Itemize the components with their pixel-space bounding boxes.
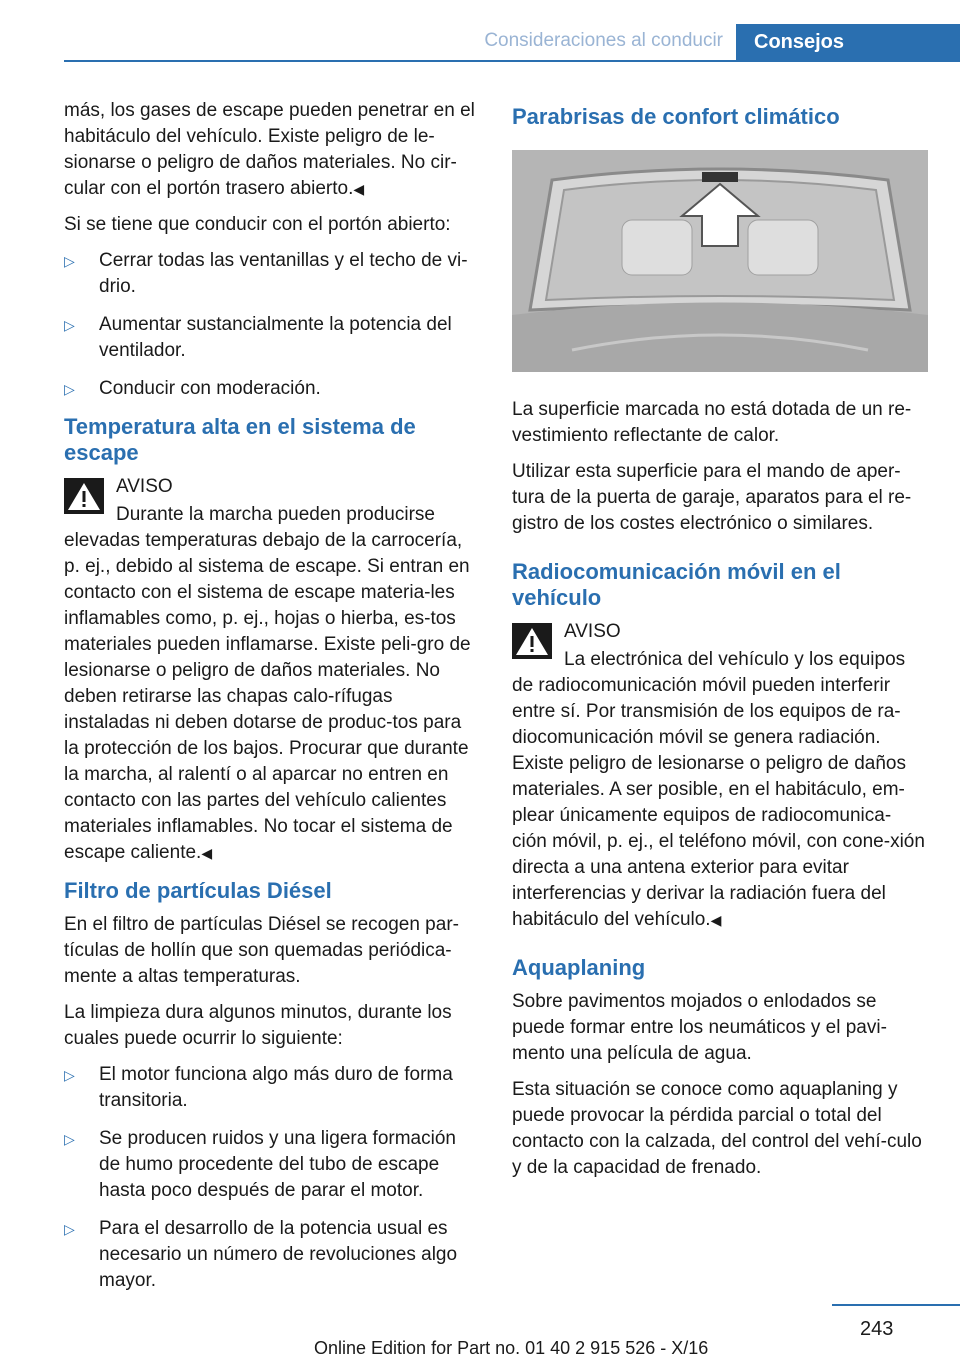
list-item: ▷ Se producen ruidos y una ligera formación de humo procedente del tubo de escape hasta poco después de parar el motor. [64, 1128, 456, 1201]
paragraph: Si se tiene que conducir con el portón abierto: [64, 214, 451, 235]
warning-title: AVISO [564, 621, 621, 642]
heading-filtro: Filtro de partículas Diésel [64, 878, 332, 903]
bullet-icon: ▷ [64, 1067, 75, 1083]
page-number: 243 [860, 1318, 894, 1340]
edition-note: Online Edition for Part no. 01 40 2 915 526 - X/16 [314, 1338, 709, 1358]
left-column [64, 98, 478, 1306]
list-item: ▷ Para el desarrollo de la potencia usual es necesario un número de revoluciones algo mayor. [64, 1218, 458, 1291]
warning-text: La electrónica del vehículo y los equipos de radiocomunicación móvil pueden interferir entre sí. Por transmisión de los equipos de ra-diocomunicación móvil se genera radiación. Existe peligro de lesionarse o peligro de daños materiales. A ser posible, en el habitáculo, em-plear únicamente equipos de radiocomunica-ción móvil, p. ej., el teléfono móvil, con cone-xión directa a una antena exterior para evitar interferencias y derivar la radiación fuera del habitáculo del vehículo.◀ [512, 649, 925, 930]
paragraph: Esta situación se conoce como aquaplaning y puede provocar la pérdida parcial o total del contacto con la calzada, del control del vehí-culo y de la capacidad de frenado. [512, 1079, 922, 1178]
windshield-figure [512, 150, 928, 372]
bullet-icon: ▷ [64, 253, 75, 269]
bullet-icon: ▷ [64, 1131, 75, 1147]
heading-parabrisas: Parabrisas de confort climático [512, 104, 840, 129]
footer-rule [832, 1304, 960, 1306]
right-column [512, 98, 926, 1191]
warning-block [512, 619, 926, 933]
bullet-icon: ▷ [64, 317, 75, 333]
chapter-tab: Consejos [736, 24, 960, 61]
heading-temperatura: Temperatura alta en el sistema de escape [64, 414, 416, 465]
warning-triangle-icon [64, 478, 104, 514]
end-mark: ◀ [710, 912, 722, 928]
paragraph: En el filtro de partículas Diésel se recogen par-tículas de hollín que son quemadas periódica-mente a altas temperaturas. [64, 914, 459, 987]
list-item: ▷ Conducir con moderación. [64, 376, 478, 402]
list-item: ▷ El motor funciona algo más duro de forma transitoria. [64, 1064, 453, 1111]
paragraph: La limpieza dura algunos minutos, durante los cuales puede ocurrir lo siguiente: [64, 1002, 452, 1049]
bullet-icon: ▷ [64, 1221, 75, 1237]
warning-triangle-icon [512, 623, 552, 659]
warning-block [64, 474, 478, 866]
paragraph: más, los gases de escape pueden penetrar en el habitáculo del vehículo. Existe peligro de le-sionarse o peligro de daños materiales. No cir-cular con el portón trasero abierto.◀ [64, 100, 475, 199]
end-mark: ◀ [201, 845, 213, 861]
list-item: ▷ Aumentar sustancialmente la potencia del ventilador. [64, 314, 452, 361]
section-title: Consideraciones al conducir [484, 30, 723, 51]
heading-radiocomunicacion: Radiocomunicación móvil en el vehículo [512, 559, 841, 610]
header-rule [64, 60, 960, 62]
paragraph: La superficie marcada no está dotada de un re-vestimiento reflectante de calor. [512, 399, 912, 446]
bullet-list [64, 248, 478, 402]
bullet-icon: ▷ [64, 381, 75, 397]
page-header [0, 0, 960, 62]
bullet-list [64, 1062, 478, 1294]
end-mark: ◀ [353, 181, 365, 197]
warning-title: AVISO [116, 476, 173, 497]
heading-aquaplaning: Aquaplaning [512, 955, 646, 980]
paragraph: Sobre pavimentos mojados o enlodados se puede formar entre los neumáticos y el pavi-mento una película de agua. [512, 991, 887, 1064]
paragraph: Utilizar esta superficie para el mando de aper-tura de la puerta de garaje, aparatos para el re-gistro de los costes electrónico o similares. [512, 461, 912, 534]
list-item: ▷ Cerrar todas las ventanillas y el techo de vi-drio. [64, 250, 468, 297]
warning-text: Durante la marcha pueden producirse elevadas temperaturas debajo de la carrocería, p. ej., debido al sistema de escape. Si entran en contacto con el sistema de escape materia-les inflamables como, p. ej., hojas o hierba, es-tos materiales pueden inflamarse. Existe peli-gro de lesionarse o peligro de daños materiales. No deben retirarse las chapas calo-rífugas instaladas ni deben dotarse de produc-tos para la protección de los bajos. Procurar que durante la marcha, al ralentí o al aparcar no entren en contacto con las partes del vehículo calientes materiales inflamables. No tocar el sistema de escape caliente.◀ [64, 504, 471, 863]
